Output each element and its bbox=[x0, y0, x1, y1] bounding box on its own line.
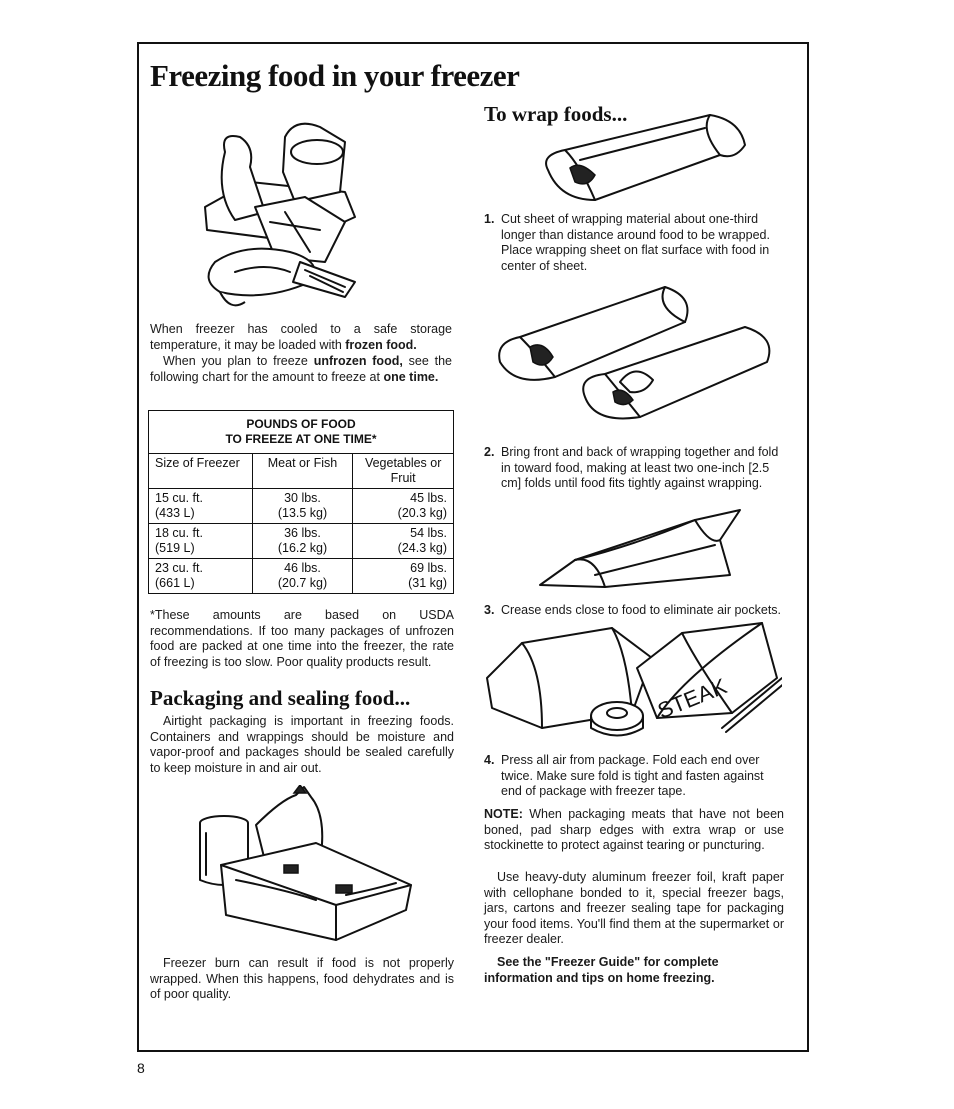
wrap-heading: To wrap foods... bbox=[484, 102, 628, 126]
wrap-step-3: 3. Crease ends close to food to eliminate air pockets. bbox=[484, 603, 782, 617]
note-label: NOTE: bbox=[484, 807, 523, 821]
intro-text-2: When you plan to freeze unfrozen food, see the following chart for the amount to freeze at one time. bbox=[150, 354, 452, 384]
wrap-step-3-illustration bbox=[535, 505, 745, 595]
wrap-step-2: 2. Bring front and back of wrapping together and fold in toward food, making at least two one-inch [2.5 cm] folds until food fits tightly against wrapping. bbox=[484, 445, 779, 490]
col-meat-or-fish: Meat or Fish bbox=[252, 454, 353, 489]
packaged-food-illustration bbox=[196, 785, 418, 950]
use-text: Use heavy-duty aluminum freezer foil, kraft paper with cellophane bonded to it, special freezer bags, jars, cartons and freezer sealing tape for packaging your food items. You'll find them at the supermarket or freezer dealer. bbox=[484, 870, 784, 946]
wrap-step-4: 4. Press all air from package. Fold each end over twice. Make sure fold is tight and fasten against end of package with freezer tape. bbox=[484, 753, 764, 798]
wrap-step-4-illustration bbox=[482, 618, 782, 753]
table-row: 18 cu. ft. (519 L) 36 lbs. (16.2 kg) 54 lbs. (24.3 kg) bbox=[149, 524, 454, 559]
wrap-step-1-illustration bbox=[540, 100, 750, 205]
packaging-text: Airtight packaging is important in freezing foods. Containers and wrappings should be moisture and vapor-proof and packages should be sealed carefully to keep moisture in and air out. bbox=[150, 714, 454, 775]
table-row: 15 cu. ft. (433 L) 30 lbs. (13.5 kg) 45 lbs. (20.3 kg) bbox=[149, 489, 454, 524]
table-row: 23 cu. ft. (661 L) 46 lbs. (20.7 kg) 69 lbs. (31 kg) bbox=[149, 559, 454, 594]
wrap-step-1: 1. Cut sheet of wrapping material about one-third longer than distance around food to be wrapped. Place wrapping sheet on flat surface with food in center of sheet. bbox=[484, 212, 770, 273]
intro-text-1: When freezer has cooled to a safe storage temperature, it may be loaded with frozen food. bbox=[150, 322, 452, 352]
freezer-burn-text: Freezer burn can result if food is not properly wrapped. When this happens, food dehydrates and is of poor quality. bbox=[150, 956, 454, 1001]
col-vegetables-or-fruit: Vegetables or Fruit bbox=[353, 454, 454, 489]
frozen-food-illustration bbox=[195, 112, 370, 317]
steak-label: STEAK bbox=[653, 673, 731, 724]
col-size-of-freezer: Size of Freezer bbox=[149, 454, 253, 489]
packaging-heading: Packaging and sealing food... bbox=[150, 686, 411, 710]
table-footnote: *These amounts are based on USDA recommendations. If too many packages of unfrozen food are packed at one time into the freezer, the rate of freezing is too slow. Poor quality products result. bbox=[150, 608, 454, 669]
table-header: POUNDS OF FOOD TO FREEZE AT ONE TIME* bbox=[149, 411, 454, 454]
wrap-step-2-illustration bbox=[495, 282, 785, 427]
see-guide-text: See the "Freezer Guide" for complete information and tips on home freezing. bbox=[484, 955, 719, 985]
page-title: Freezing food in your freezer bbox=[150, 58, 520, 93]
page-number: 8 bbox=[137, 1060, 145, 1076]
pounds-of-food-table bbox=[148, 410, 454, 594]
note-text: NOTE: When packaging meats that have not been boned, pad sharp edges with extra wrap or use stockinette to protect against tearing or puncturing. bbox=[484, 807, 784, 852]
table-column-headers bbox=[149, 454, 454, 489]
